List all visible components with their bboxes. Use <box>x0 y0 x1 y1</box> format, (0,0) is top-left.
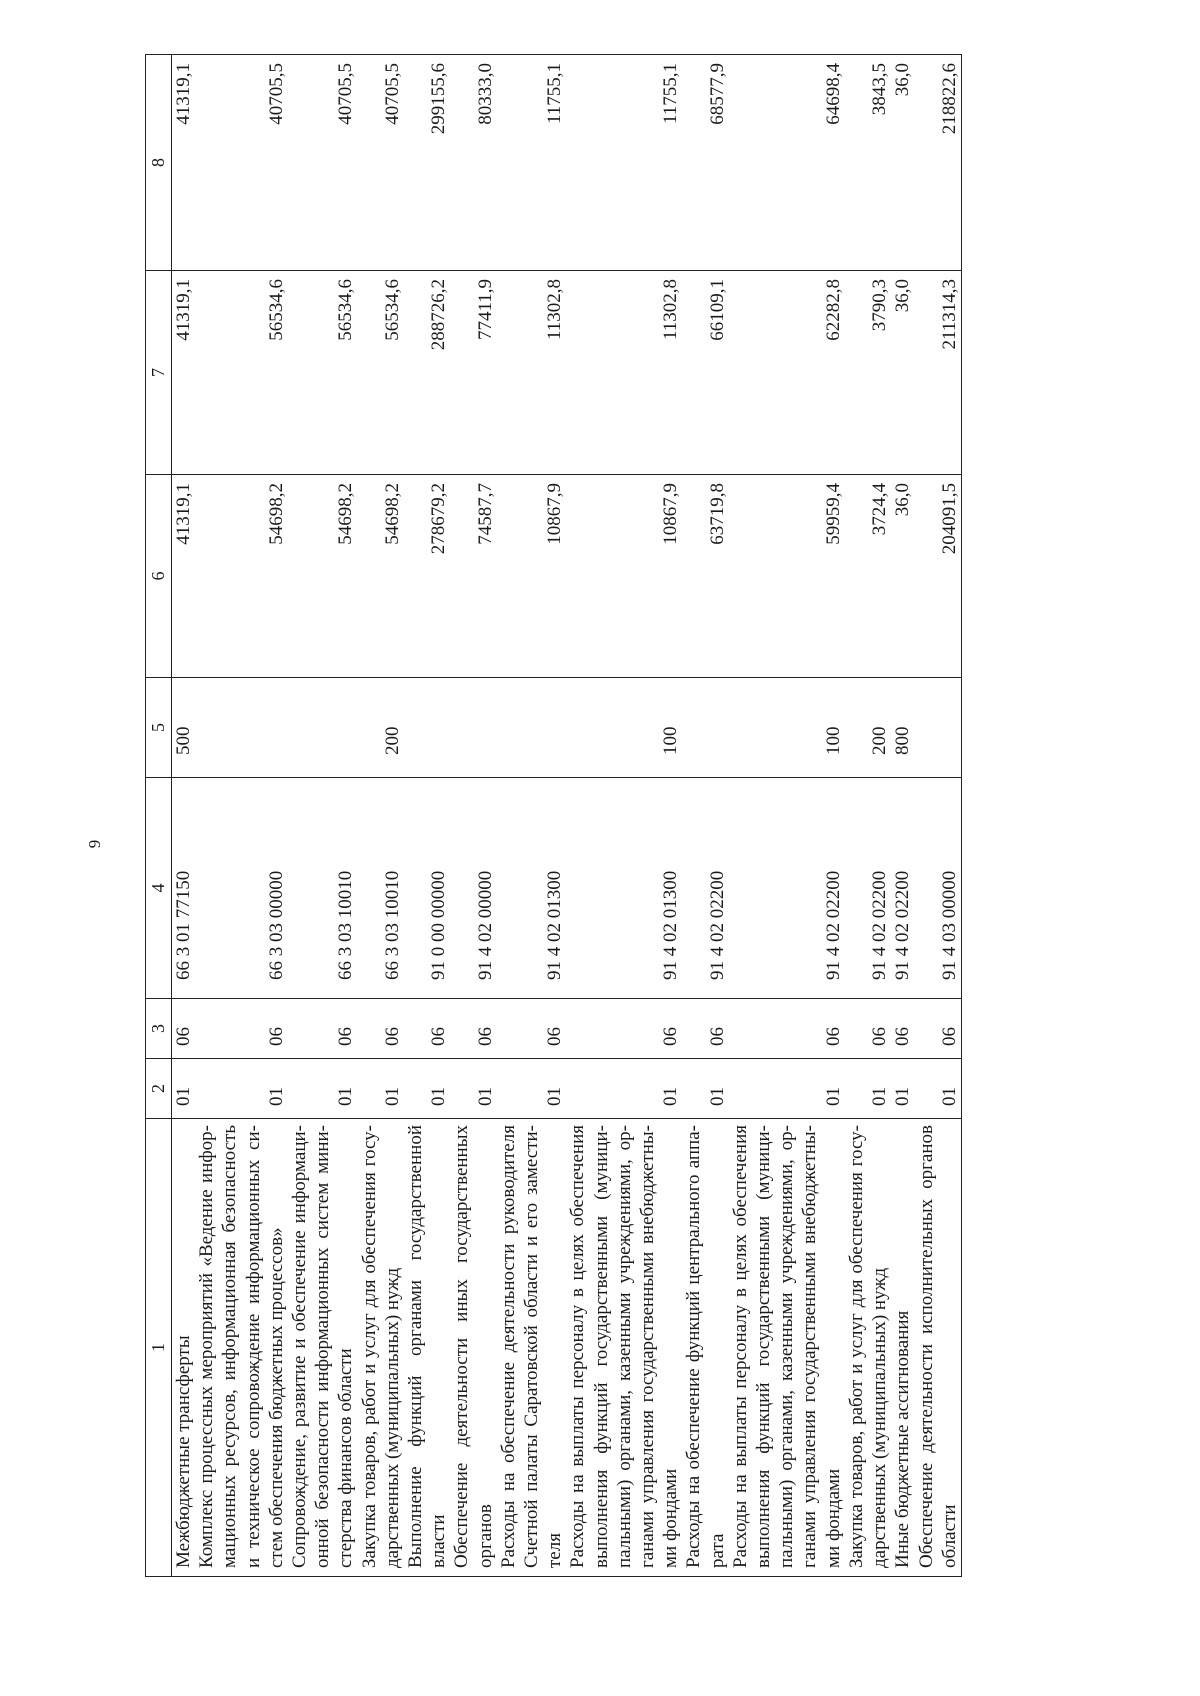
section-code: 01 <box>195 1059 288 1119</box>
budget-table-rotated <box>145 55 1190 1577</box>
section-code: 01 <box>358 1059 404 1119</box>
row-name-line: Сопровождение, развитие и обеспечение информаци- <box>289 1125 311 1568</box>
column-header: 4 <box>146 778 172 999</box>
expense-type-code <box>497 678 567 778</box>
row-name-line: Выполнение функций органами государственной <box>405 1125 427 1568</box>
target-article-code: 66 3 03 00000 <box>195 778 288 999</box>
amount-year-1: 41319,1 <box>172 475 196 678</box>
table-row <box>845 55 891 1577</box>
column-header: 5 <box>146 678 172 778</box>
row-name-line: стем обеспечения бюджетных процессов» <box>265 1227 287 1568</box>
section-code: 01 <box>497 1059 567 1119</box>
row-name-line: выполнения функций государственными (муници- <box>753 1125 775 1568</box>
subsection-code: 06 <box>845 999 891 1059</box>
row-name-line: органов <box>474 1504 496 1568</box>
table-row <box>195 55 288 1577</box>
amount-year-1: 278679,2 <box>404 475 450 678</box>
subsection-code: 06 <box>497 999 567 1059</box>
section-code: 01 <box>891 1059 914 1119</box>
amount-year-2: 36,0 <box>891 271 914 475</box>
amount-year-3: 218822,6 <box>915 55 962 271</box>
amount-year-1: 10867,9 <box>497 475 567 678</box>
target-article-code: 66 3 03 10010 <box>288 778 358 999</box>
subsection-code: 06 <box>729 999 845 1059</box>
table-row <box>172 55 196 1577</box>
section-code: 01 <box>288 1059 358 1119</box>
amount-year-1: 10867,9 <box>566 475 682 678</box>
table-row <box>450 55 496 1577</box>
amount-year-3: 11755,1 <box>497 55 567 271</box>
row-name-line: онной безопасности информационных систем мини- <box>312 1125 334 1568</box>
section-code: 01 <box>915 1059 962 1119</box>
row-name-line: Расходы на выплаты персоналу в целях обеспечения <box>567 1125 589 1568</box>
expense-type-code <box>915 678 962 778</box>
amount-year-2: 62282,8 <box>729 271 845 475</box>
expense-type-code <box>450 678 496 778</box>
row-name-line: Иные бюджетные ассигнования <box>892 1310 914 1568</box>
target-article-code: 91 4 02 02200 <box>845 778 891 999</box>
amount-year-1: 59959,4 <box>729 475 845 678</box>
row-name-line: Расходы на обеспечение деятельности руководителя <box>497 1125 519 1568</box>
section-code: 01 <box>845 1059 891 1119</box>
amount-year-1: 36,0 <box>891 475 914 678</box>
amount-year-3: 3843,5 <box>845 55 891 271</box>
target-article-code: 66 3 03 10010 <box>358 778 404 999</box>
row-name-line: выполнения функций государственными (муници- <box>590 1125 612 1568</box>
target-article-code: 66 3 01 77150 <box>172 778 196 999</box>
expense-type-code <box>682 678 728 778</box>
row-name <box>845 1119 891 1577</box>
amount-year-3: 40705,5 <box>288 55 358 271</box>
row-name-line: ганами управления государственными внебюджетны- <box>637 1125 659 1568</box>
page-number: 9 <box>85 839 104 849</box>
table-row <box>497 55 567 1577</box>
amount-year-1: 74587,7 <box>450 475 496 678</box>
amount-year-3: 68577,9 <box>682 55 728 271</box>
expense-type-code <box>195 678 288 778</box>
row-name <box>497 1119 567 1577</box>
column-header: 7 <box>146 271 172 475</box>
row-name-line: пальными) органами, казенными учреждениями, ор- <box>613 1125 635 1568</box>
row-name-line: рата <box>706 1533 728 1568</box>
table-row <box>358 55 404 1577</box>
row-name-line: Закупка товаров, работ и услуг для обеспечения госу- <box>358 1125 380 1568</box>
amount-year-2: 56534,6 <box>358 271 404 475</box>
table-row <box>566 55 682 1577</box>
target-article-code: 91 4 02 01300 <box>497 778 567 999</box>
expense-type-code: 200 <box>845 678 891 778</box>
amount-year-3: 80333,0 <box>450 55 496 271</box>
expense-type-code: 500 <box>172 678 196 778</box>
section-code: 01 <box>404 1059 450 1119</box>
section-code: 01 <box>172 1059 196 1119</box>
row-name-line: стерства финансов области <box>335 1348 357 1568</box>
expense-type-code <box>404 678 450 778</box>
amount-year-1: 63719,8 <box>682 475 728 678</box>
target-article-code: 91 0 00 00000 <box>404 778 450 999</box>
row-name-line: ми фондами <box>660 1468 682 1568</box>
row-name-line: ганами управления государственными внебюджетны- <box>799 1125 821 1568</box>
row-name-line: и техническое сопровождение информационных си- <box>242 1125 264 1568</box>
table-row <box>891 55 914 1577</box>
row-name-line: дарственных (муниципальных) нужд <box>381 1267 403 1568</box>
subsection-code: 06 <box>891 999 914 1059</box>
section-code: 01 <box>566 1059 682 1119</box>
row-name-line: дарственных (муниципальных) нужд <box>869 1267 891 1568</box>
amount-year-1: 54698,2 <box>195 475 288 678</box>
amount-year-1: 54698,2 <box>288 475 358 678</box>
target-article-code: 91 4 02 02200 <box>729 778 845 999</box>
table-row <box>404 55 450 1577</box>
row-name <box>358 1119 404 1577</box>
row-name-line: Закупка товаров, работ и услуг для обеспечения госу- <box>845 1125 867 1568</box>
header-row <box>146 55 172 1577</box>
amount-year-2: 211314,3 <box>915 271 962 475</box>
subsection-code: 06 <box>404 999 450 1059</box>
column-header: 6 <box>146 475 172 678</box>
amount-year-3: 299155,6 <box>404 55 450 271</box>
column-header: 3 <box>146 999 172 1059</box>
row-name <box>404 1119 450 1577</box>
row-name-line: Комплекс процессных мероприятий «Ведение инфор- <box>196 1125 218 1568</box>
amount-year-3: 40705,5 <box>195 55 288 271</box>
amount-year-1: 3724,4 <box>845 475 891 678</box>
subsection-code: 06 <box>358 999 404 1059</box>
amount-year-2: 66109,1 <box>682 271 728 475</box>
target-article-code: 91 4 02 02200 <box>891 778 914 999</box>
subsection-code: 06 <box>172 999 196 1059</box>
budget-table <box>145 54 962 1577</box>
subsection-code: 06 <box>288 999 358 1059</box>
table-body <box>172 55 962 1577</box>
subsection-code: 06 <box>566 999 682 1059</box>
target-article-code: 91 4 03 00000 <box>915 778 962 999</box>
amount-year-1: 204091,5 <box>915 475 962 678</box>
row-name-line: пальными) органами, казенными учреждениями, ор- <box>776 1125 798 1568</box>
amount-year-2: 56534,6 <box>288 271 358 475</box>
row-name <box>566 1119 682 1577</box>
row-name <box>915 1119 962 1577</box>
amount-year-3: 36,0 <box>891 55 914 271</box>
row-name <box>729 1119 845 1577</box>
target-article-code: 91 4 02 00000 <box>450 778 496 999</box>
row-name <box>450 1119 496 1577</box>
row-name-line: мационных ресурсов, информационная безопасность <box>219 1125 241 1568</box>
row-name <box>891 1119 914 1577</box>
row-name-line: власти <box>428 1514 450 1568</box>
amount-year-2: 288726,2 <box>404 271 450 475</box>
expense-type-code: 800 <box>891 678 914 778</box>
amount-year-1: 54698,2 <box>358 475 404 678</box>
table-row <box>682 55 728 1577</box>
column-header: 1 <box>146 1119 172 1577</box>
row-name-line: Обеспечение деятельности иных государственных <box>451 1125 473 1568</box>
amount-year-3: 40705,5 <box>358 55 404 271</box>
column-header: 2 <box>146 1059 172 1119</box>
column-header: 8 <box>146 55 172 271</box>
section-code: 01 <box>682 1059 728 1119</box>
amount-year-2: 56534,6 <box>195 271 288 475</box>
row-name-line: ми фондами <box>822 1468 844 1568</box>
table-row <box>729 55 845 1577</box>
subsection-code: 06 <box>915 999 962 1059</box>
row-name-line: области <box>938 1504 960 1568</box>
target-article-code: 91 4 02 02200 <box>682 778 728 999</box>
subsection-code: 06 <box>682 999 728 1059</box>
row-name-line: Межбюджетные трансферты <box>173 1335 194 1568</box>
row-name <box>288 1119 358 1577</box>
row-name-line: теля <box>544 1533 566 1568</box>
amount-year-2: 3790,3 <box>845 271 891 475</box>
subsection-code: 06 <box>450 999 496 1059</box>
row-name <box>195 1119 288 1577</box>
amount-year-2: 77411,9 <box>450 271 496 475</box>
amount-year-3: 11755,1 <box>566 55 682 271</box>
amount-year-3: 41319,1 <box>172 55 196 271</box>
expense-type-code: 100 <box>566 678 682 778</box>
target-article-code: 91 4 02 01300 <box>566 778 682 999</box>
amount-year-2: 11302,8 <box>497 271 567 475</box>
subsection-code: 06 <box>195 999 288 1059</box>
row-name <box>682 1119 728 1577</box>
row-name-line: Расходы на обеспечение функций центрального аппа- <box>683 1125 705 1568</box>
expense-type-code <box>288 678 358 778</box>
row-name-line: Расходы на выплаты персоналу в целях обеспечения <box>729 1125 751 1568</box>
table-row <box>915 55 962 1577</box>
amount-year-3: 64698,4 <box>729 55 845 271</box>
amount-year-2: 11302,8 <box>566 271 682 475</box>
table-row <box>288 55 358 1577</box>
expense-type-code: 200 <box>358 678 404 778</box>
expense-type-code: 100 <box>729 678 845 778</box>
row-name <box>172 1119 196 1577</box>
row-name-line: Счетной палаты Саратовской области и его замести- <box>521 1125 543 1568</box>
section-code: 01 <box>450 1059 496 1119</box>
row-name-line: Обеспечение деятельности исполнительных органов <box>915 1125 937 1568</box>
amount-year-2: 41319,1 <box>172 271 196 475</box>
section-code: 01 <box>729 1059 845 1119</box>
